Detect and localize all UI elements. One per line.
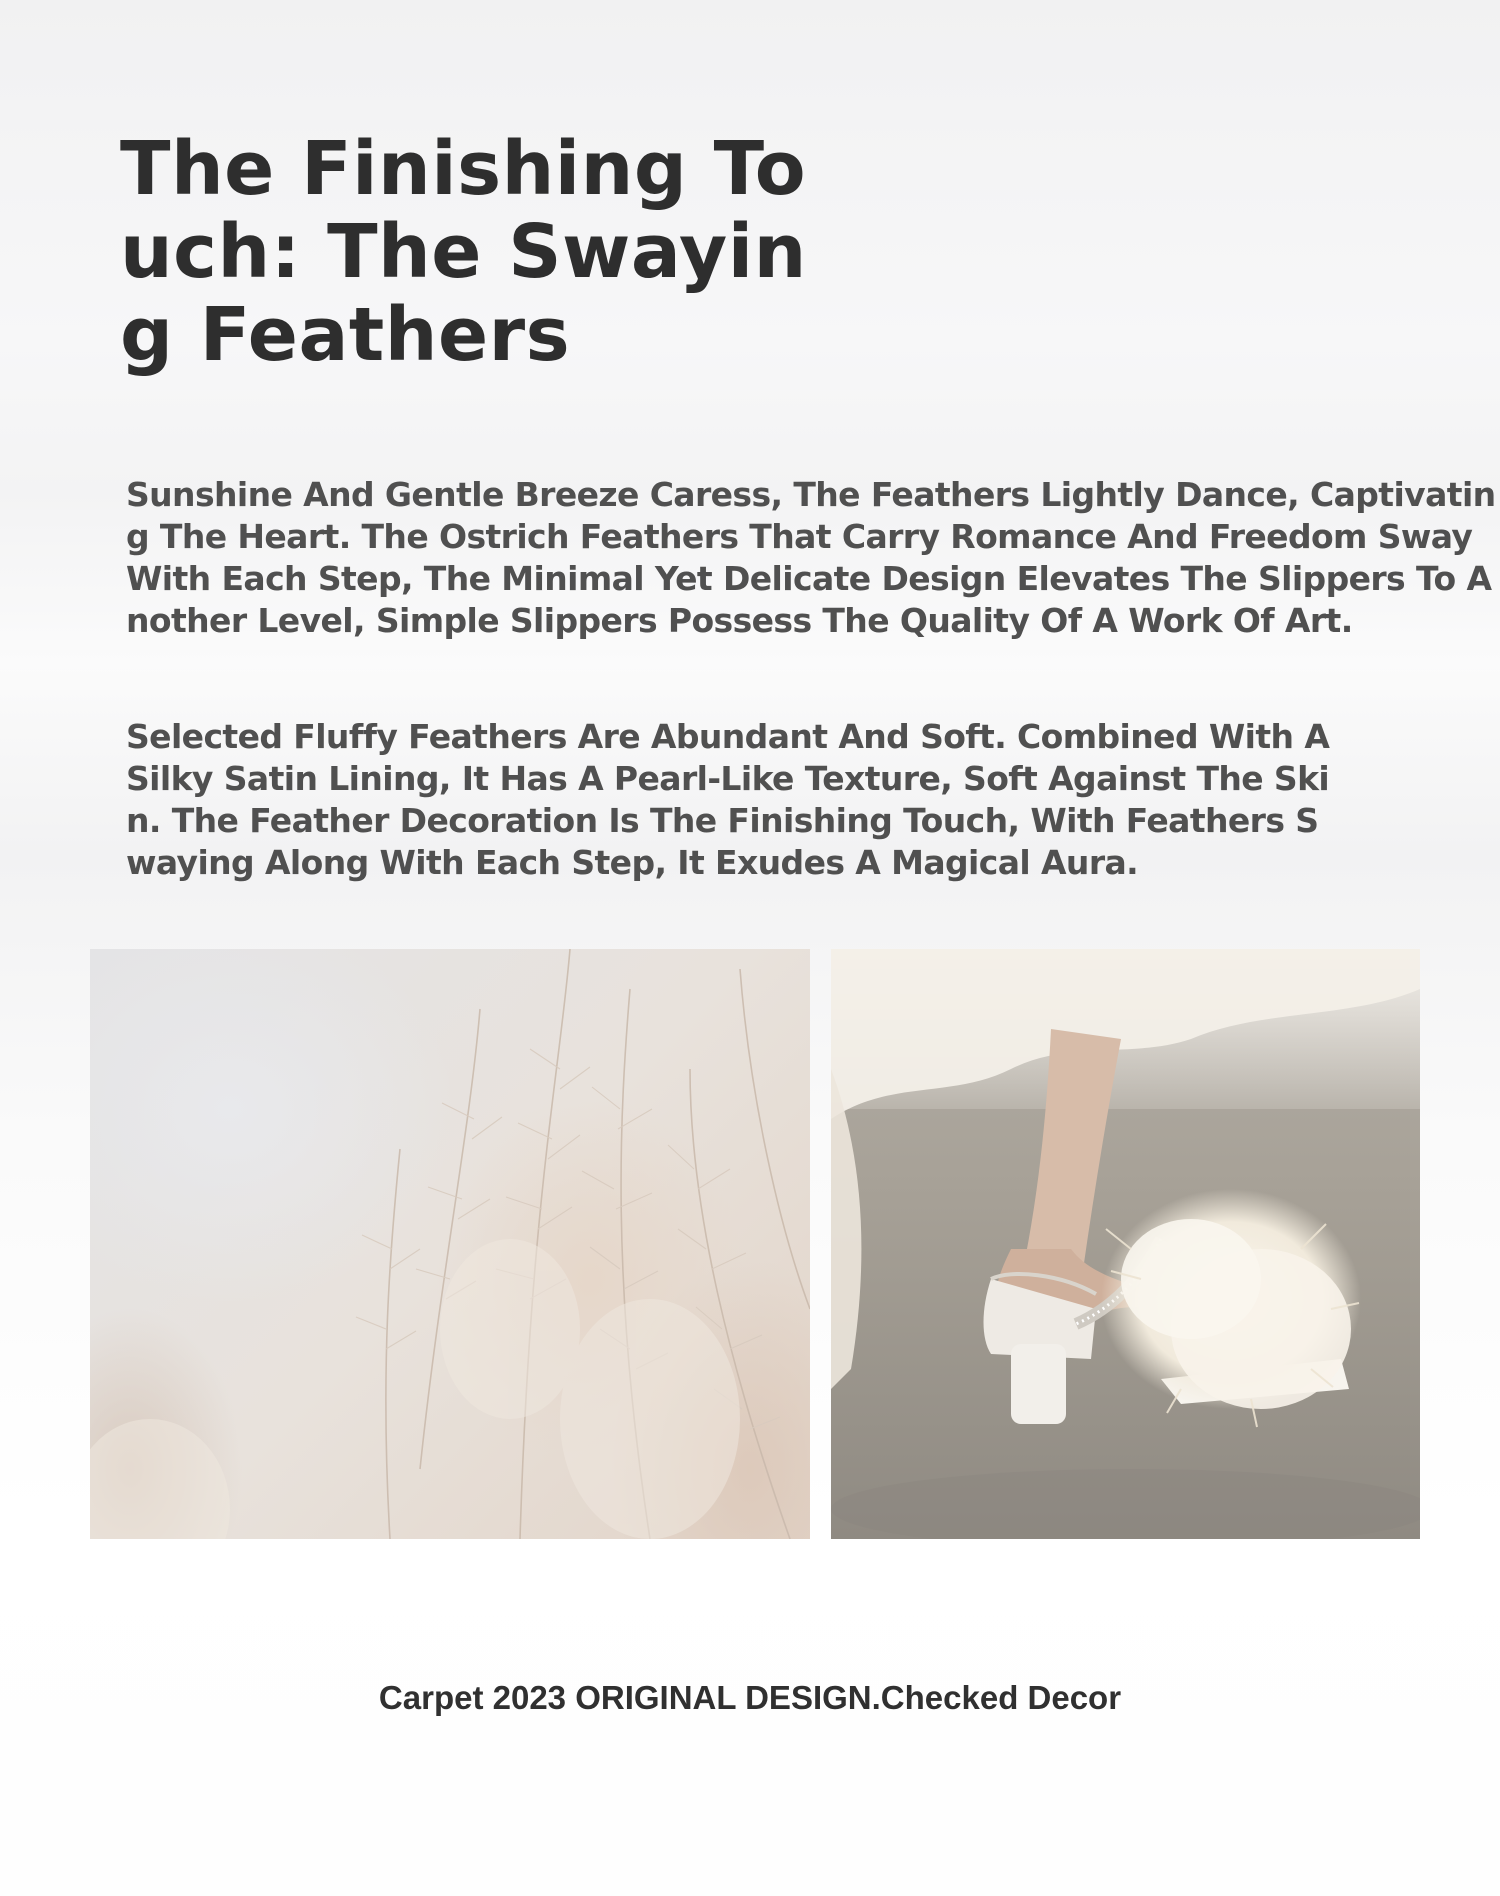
intro-paragraph: Sunshine And Gentle Breeze Caress, The Feathers Lightly Dance, Captivating The Heart. The Ostrich Feathers That Carry Romance And Freedom Sway With Each Step, The Minimal Yet Delicate Design Elevates The Slippers To Another Level, Simple Slippers Possess The Quality Of A Work Of Art. [126, 475, 1496, 640]
feather-slipper-photo [831, 949, 1420, 1539]
feature-paragraph: Selected Fluffy Feathers Are Abundant And Soft. Combined With A Silky Satin Lining, It Has A Pearl-Like Texture, Soft Against The Skin. The Feather Decoration Is The Finishing Touch, With Feathers Swaying Along With Each Step, It Exudes A Magical Aura. [126, 717, 1330, 882]
footer-note: Carpet 2023 ORIGINAL DESIGN.Checked Decor [378, 1679, 1122, 1716]
page-title: The Finishing Touch: The Swaying Feathers [120, 126, 807, 378]
pampas-feathers-photo [90, 949, 810, 1539]
